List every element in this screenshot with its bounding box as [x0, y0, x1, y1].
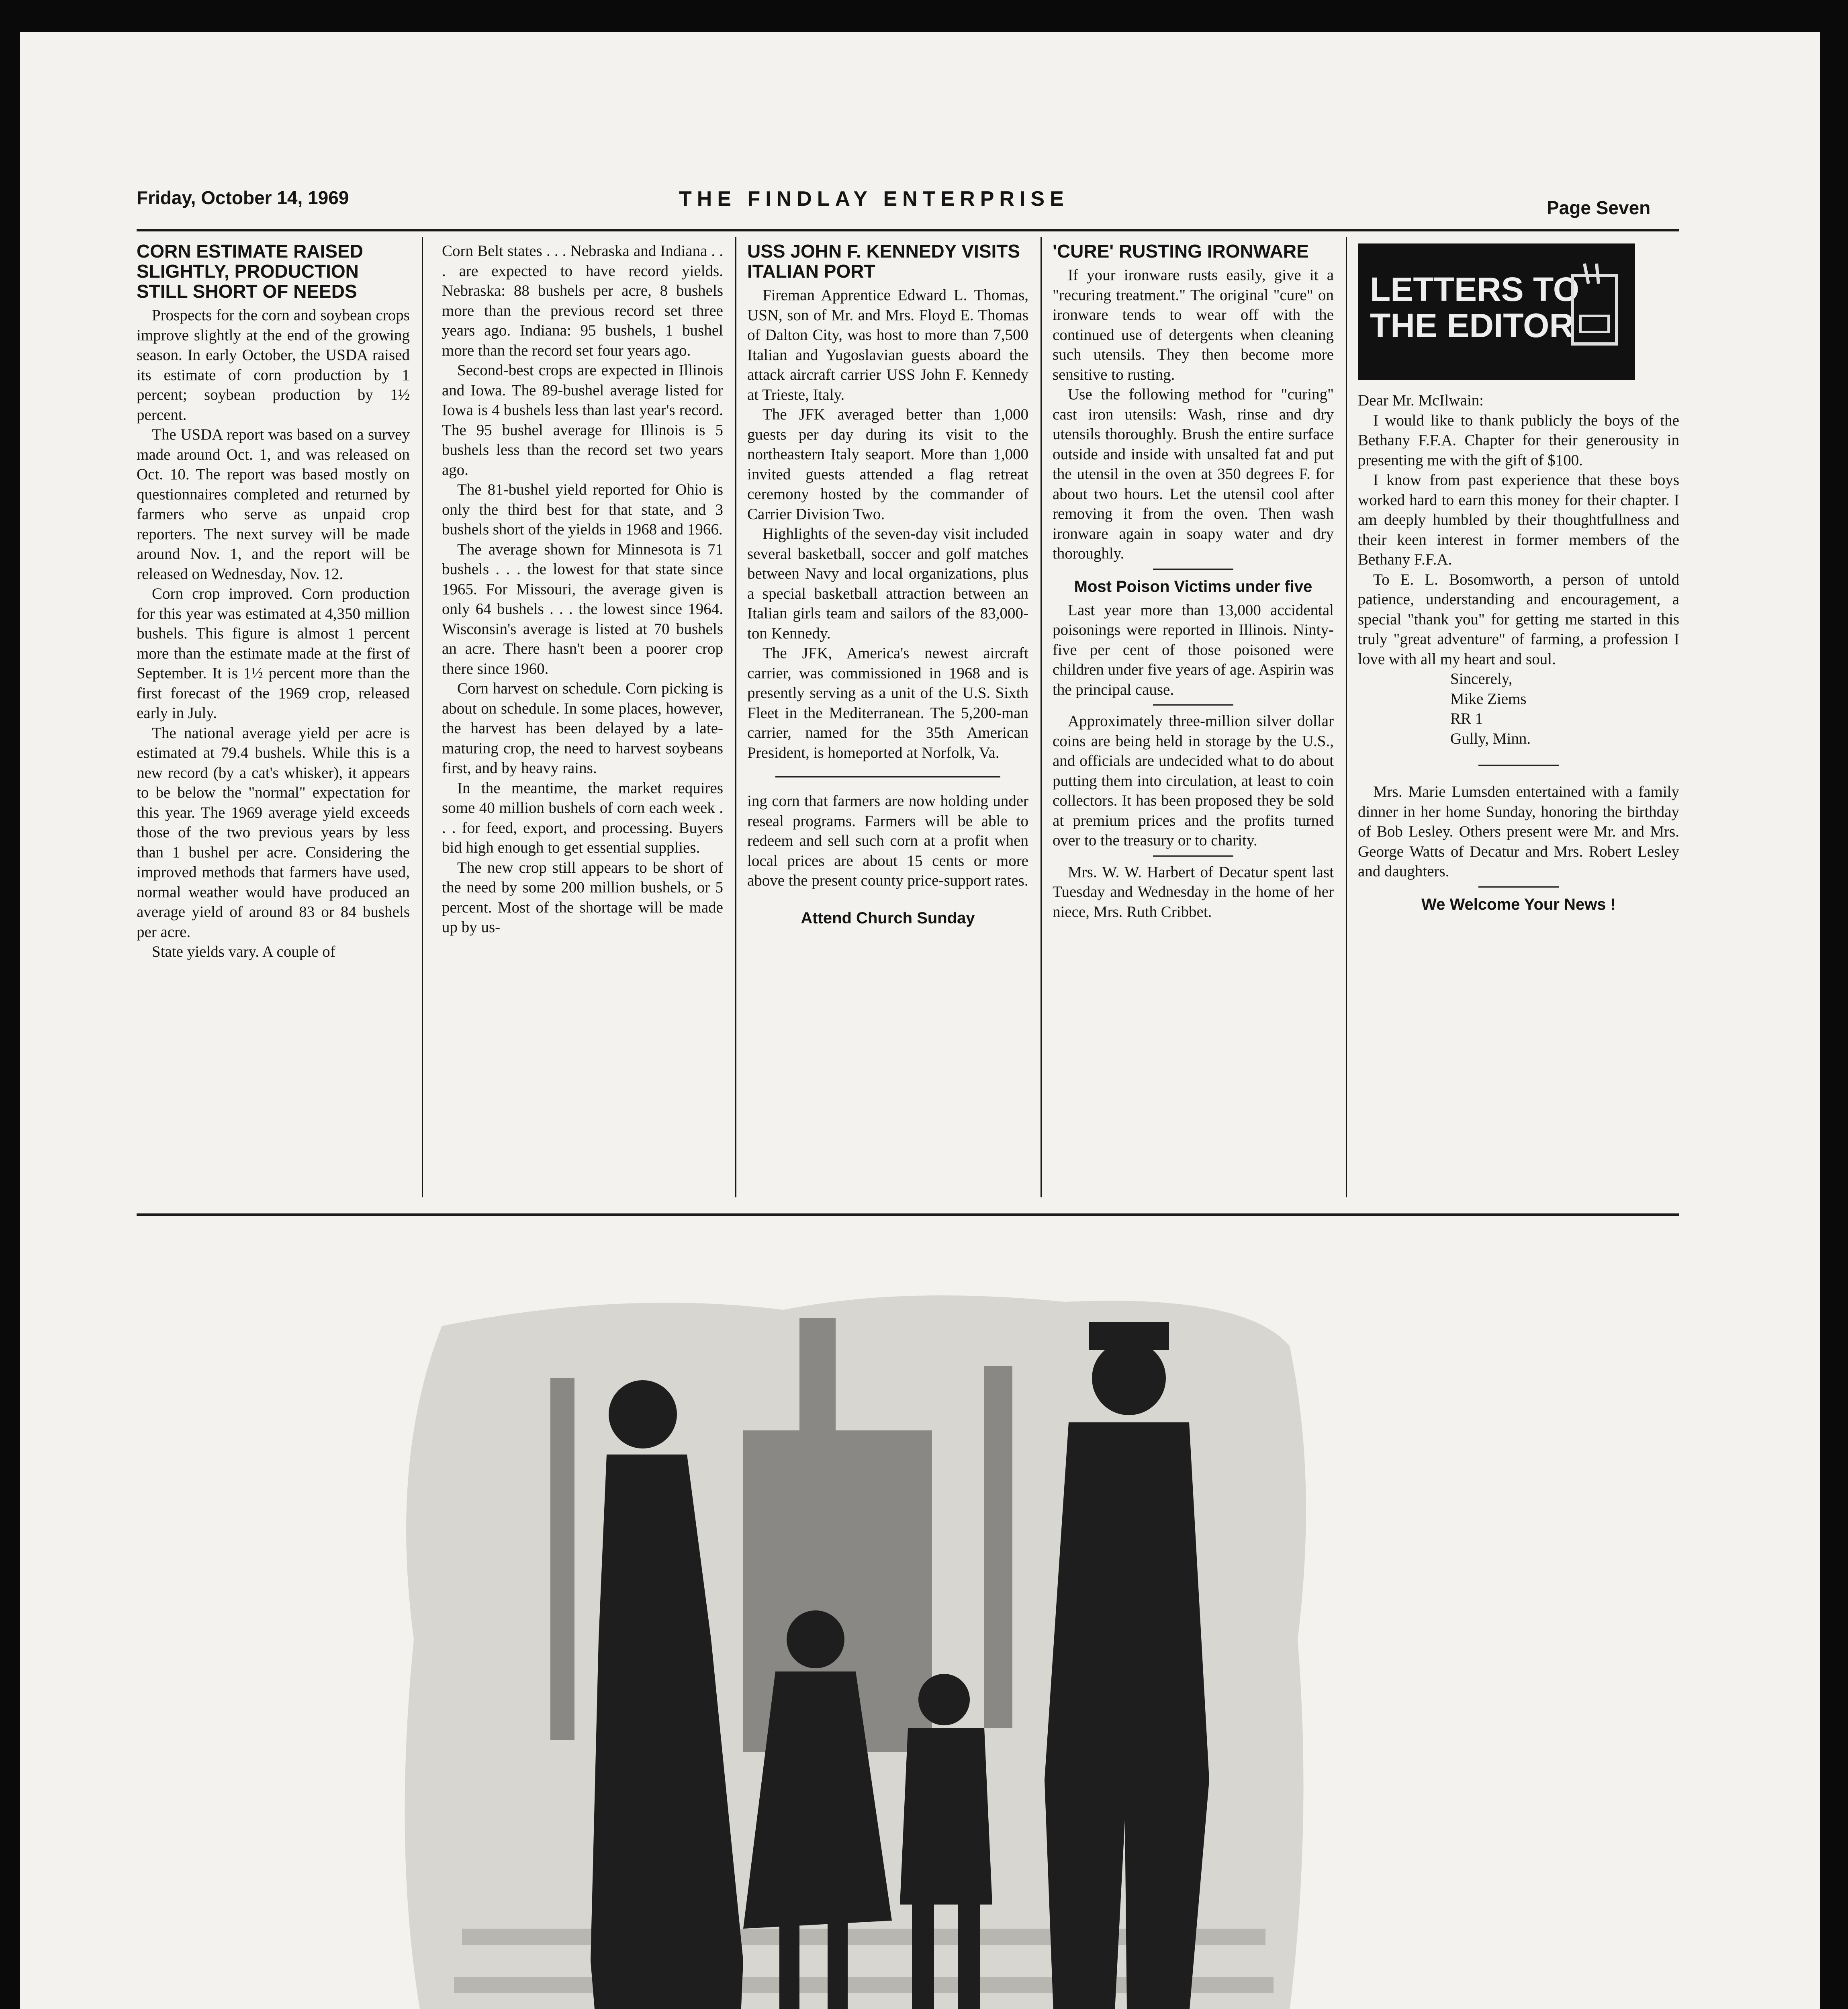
article-paragraph: Fireman Apprentice Edward L. Thomas, USN, son of Mr. and Mrs. Floyd E. Thomas of Dalton City, was host to more than 7,500 Italian and Yugoslavian guests aboard the attack aircraft carrier USS John F. Kennedy at Trieste, Italy. [747, 286, 1028, 403]
article-paragraph: If your ironware rusts easily, give it a "recuring treatment." The original "cure" on ironware tends to wear off with the continued use of detergents when cleaning such utensils. They then become more sensitive to rusting. [1053, 266, 1334, 383]
article-paragraph: State yields vary. A couple of [152, 943, 335, 960]
banner-line-2: THE EDITOR [1370, 307, 1574, 344]
welcome-news-line: We Welcome Your News ! [1421, 895, 1616, 913]
separator [1478, 765, 1559, 766]
signature-line: Mike Ziems [1450, 690, 1527, 708]
header-rule [137, 229, 1679, 231]
column-rule-3 [1041, 237, 1042, 1197]
article-paragraph: Mrs. W. W. Harbert of Decatur spent last Tuesday and Wednesday in the home of her niece, Mrs. Ruth Cribbet. [1053, 863, 1334, 921]
letter-icon [1564, 260, 1625, 360]
signature-line: RR 1 [1450, 710, 1483, 727]
section-rule [137, 1213, 1679, 1216]
column-3 [747, 241, 1028, 1197]
separator [775, 776, 1000, 777]
separator [1153, 855, 1233, 857]
poison-subhead: Most Poison Victims under five [1074, 577, 1312, 595]
article-paragraph: Corn harvest on schedule. Corn picking is about on schedule. In some places, however, the harvest has been delayed by a late-maturing crop, the need to harvest soybeans first, and by heavy rains. [442, 680, 723, 777]
masthead: THE FINDLAY ENTERPRISE [679, 187, 1069, 211]
article-paragraph: Highlights of the seven-day visit included several basketball, soccer and golf matches between Navy and local organizations, plus a special basketball attraction between an Italian girls team and sailors of the 83,000-ton Kennedy. [747, 525, 1028, 642]
social-paragraph: Mrs. Marie Lumsden entertained with a family dinner in her home Sunday, honoring the birthday of Bob Lesley. Others present were Mr. and Mrs. George Watts of Decatur and Mrs. Robert Lesley and daughters. [1358, 783, 1679, 880]
column-rule-4 [1346, 237, 1347, 1197]
family-church-illustration [382, 1278, 1346, 2009]
article-paragraph: The national average yield per acre is estimated at 79.4 bushels. While this is a new record (by a cat's whisker), it appears to be below the "normal" expectation for this year. The 1969 average yield exceeds those of the two previous years by less than 1 bushel per acre. Considering the improved methods that farmers have used, normal weather would have produced an average yield of around 83 or 84 bushels per acre. [137, 724, 410, 941]
issue-date: Friday, October 14, 1969 [137, 187, 349, 208]
article-paragraph: The 81-bushel yield reported for Ohio is only the third best for that state, and 3 bushels short of the yields in 1968 and 1966. [442, 481, 723, 538]
column-1 [137, 241, 410, 1197]
page-number: Page Seven [1547, 197, 1651, 218]
banner-line-1: LETTERS TO [1370, 270, 1580, 308]
letters-to-editor-banner [1358, 243, 1635, 380]
letter-paragraph: I would like to thank publicly the boys of the Bethany F.F.A. Chapter for their generousity in presenting me with the gift of $100. [1358, 411, 1679, 469]
letter-paragraph: I know from past experience that these boys worked hard to earn this money for their chapter. I am deeply humbled by their thoughtfullness and their keen interest in former members of the Bethany F.F.A. [1358, 471, 1679, 568]
column-2 [442, 241, 723, 1197]
article-paragraph: The JFK, America's newest aircraft carrier, was commissioned in 1968 and is presently serving as a unit of the U.S. Sixth Fleet in the Mediterranean. The 5,200-man carrier, named for the 35th American President, is homeported at Norfolk, Va. [747, 644, 1028, 761]
continued-paragraph: ing corn that farmers are now holding under reseal programs. Farmers will be able to redeem and sell such corn at a profit when local prices are about 15 cents or more above the present county price-support rates. [747, 792, 1028, 889]
separator [1153, 569, 1233, 570]
letter-salutation: Dear Mr. McIlwain: [1358, 392, 1484, 409]
column-rule-2 [735, 237, 736, 1197]
signature-line: Gully, Minn. [1450, 730, 1531, 747]
article-paragraph: Use the following method for "curing" cast iron utensils: Wash, rinse and dry utensils thoroughly. Brush the entire surface outside and inside with unsalted fat and put the utensil in the oven at 350 degrees F. for about two hours. Let the utensil cool after removing it from the oven. Then wash ironware again in soapy water and dry thoroughly. [1053, 386, 1334, 562]
column-rule-1 [422, 237, 423, 1197]
article-paragraph: The JFK averaged better than 1,000 guests per day during its visit to the northeastern Italy seaport. More than 1,000 invited guests attended a flag retreat ceremony hosted by the commander of Carrier Division Two. [747, 406, 1028, 523]
attend-church-line: Attend Church Sunday [801, 909, 975, 927]
article-paragraph: Second-best crops are expected in Illinois and Iowa. The 89-bushel average listed for Iowa is 4 bushels less than last year's record. The 95 bushel average for Illinois is 5 bushels less than the record set two years ago. [442, 362, 723, 479]
article-paragraph: Approximately three-million silver dollar coins are being held in storage by the U.S., and officials are undecided what to do about putting them into circulation, at least to coin collectors. It has been proposed they be sold at premium prices and the profits turned over to the treasury or to charity. [1053, 712, 1334, 849]
ironware-headline: 'CURE' RUSTING IRONWARE [1053, 241, 1309, 262]
corn-estimate-headline: CORN ESTIMATE RAISED SLIGHTLY, PRODUCTION STILL SHORT OF NEEDS [137, 241, 363, 302]
newspaper-page [20, 32, 1820, 2009]
column-4 [1053, 241, 1334, 1197]
article-paragraph: The new crop still appears to be short of the need by some 200 million bushels, or 5 percent. Most of the shortage will be made up by us- [442, 859, 723, 936]
article-paragraph: The USDA report was based on a survey made around Oct. 1, and was released on Oct. 10. The report was based mostly on questionnaires completed and returned by farmers who serve as unpaid crop reporters. The next survey will be made around Nov. 1, and the report will be released on Wednesday, Nov. 12. [137, 426, 410, 583]
article-paragraph: The average shown for Minnesota is 71 bushels . . . the lowest for that state since 1965. For Missouri, the average given is only 64 bushels . . . the lowest since 1964. Wisconsin's average is listed at 70 bushels an acre. There hasn't been a poorer crop there since 1960. [442, 540, 723, 677]
article-paragraph: Corn crop improved. Corn production for this year was estimated at 4,350 million bushels. This figure is almost 1 percent more than the estimate made at the first of September. It is 1½ percent more than the first forecast of the 1969 crop, released early in July. [137, 585, 410, 722]
article-paragraph: Corn Belt states . . . Nebraska and Indiana . . . are expected to have record yields. Nebraska: 88 bushels per acre, 8 bushels more than the previous record set three years ago. Indiana: 95 bushels, 1 bushel more than the record set four years ago. [442, 242, 723, 359]
kennedy-headline: USS JOHN F. KENNEDY VISITS ITALIAN PORT [747, 241, 1020, 282]
letter-paragraph: To E. L. Bosomworth, a person of untold patience, understanding and encouragement, a special "thank you" for getting me started in this truly "great adventure" of farming, a profession I love with all my heart and soul. [1358, 571, 1679, 668]
column-5 [1358, 241, 1679, 1197]
article-paragraph: Prospects for the corn and soybean crops improve slightly at the end of the growing season. In early October, the USDA raised its estimate of corn production by 1 percent; soybean production by 1½ percent. [137, 307, 410, 423]
article-paragraph: In the meantime, the market requires some 40 million bushels of corn each week . . . for feed, export, and processing. Buyers bid high enough to get essential supplies. [442, 779, 723, 856]
separator [1153, 704, 1233, 706]
signature-line: Sincerely, [1450, 670, 1513, 687]
separator [1478, 886, 1559, 888]
article-paragraph: Last year more than 13,000 accidental poisonings were reported in Illinois. Ninty-five per cent of those poisoned were children under five years of age. Aspirin was the principal cause. [1053, 601, 1334, 698]
